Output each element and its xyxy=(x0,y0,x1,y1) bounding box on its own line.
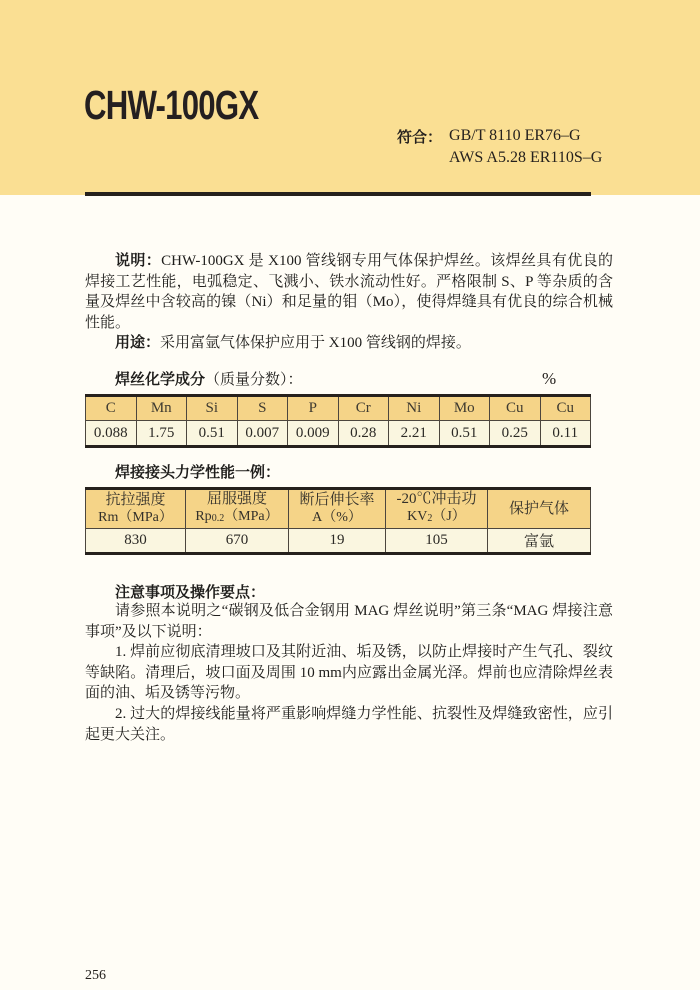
mech-value-cell: 19 xyxy=(289,529,386,554)
notes-title: 注意事项及操作要点： xyxy=(115,584,266,601)
description-text: CHW-100GX 是 X100 管线钢专用气体保护焊丝。该焊丝具有优良的焊接工艺性能，电弧稳定、飞溅小、铁水流动性好。严格限制 S、P 等杂质的含量及焊丝中含较高的镍（Ni）和足量的钼（Mo），使得焊缝具有优良的综合机械性能。 xyxy=(85,253,613,331)
usage-text: 采用富氩气体保护应用于 X100 管线钢的焊接。 xyxy=(160,335,471,352)
notes-paragraph: 请参照本说明之“碳钢及低合金钢用 MAG 焊丝说明”第三条“MAG 焊接注意事项”及以下说明： xyxy=(85,603,613,640)
chem-header-cell: Cu xyxy=(540,396,591,421)
standards-list xyxy=(449,125,602,169)
mech-header-cell xyxy=(289,489,386,529)
standard-line-aws: AWS A5.28 ER110S–G xyxy=(449,149,603,166)
standards-label: 符合： xyxy=(397,129,443,146)
chem-unit-label: % xyxy=(542,369,557,388)
mech-header-cell xyxy=(86,489,186,529)
description-paragraph xyxy=(85,251,613,333)
mech-section-title xyxy=(115,464,280,482)
notes-paragraph: 1. 焊前应彻底清理坡口及其附近油、垢及锈，以防止焊接时产生气孔、裂纹等缺陷。清理后，坡口面及周围 10 mm内应露出金属光泽。焊前也应清除焊丝表面的油、垢及锈等污物。 xyxy=(85,644,613,702)
chem-value-cell: 0.28 xyxy=(338,421,389,447)
chem-header-cell: Si xyxy=(187,396,238,421)
page-number: 256 xyxy=(85,968,106,983)
mech-header-en: $Rp_{0.2}(MPa)$ xyxy=(195,509,279,524)
mech-value-cell: 富氩 xyxy=(487,529,590,554)
standard-line-gbt: GB/T 8110 ER76–G xyxy=(449,127,581,144)
chem-value-cell: 1.75 xyxy=(136,421,187,447)
chem-value-cell: 0.007 xyxy=(237,421,288,447)
usage-paragraph xyxy=(85,333,613,354)
chem-value-cell: 0.11 xyxy=(540,421,591,447)
chem-title-bold: 焊丝化学成分 xyxy=(115,371,206,388)
notes-paragraph: 2. 过大的焊接线能量将严重影响焊缝力学性能、抗裂性及焊缝致密性，应引起更大关注。 xyxy=(85,705,613,743)
product-title: CHW-100GX xyxy=(84,82,259,128)
header-rule xyxy=(85,192,591,196)
mech-header-cn: 抗拉强度 xyxy=(105,492,166,508)
chem-value-cell: 0.51 xyxy=(187,421,238,447)
usage-label: 用途： xyxy=(115,334,161,352)
chem-header-cell: S xyxy=(237,396,288,421)
mech-value-row xyxy=(86,529,591,554)
chem-value-cell: 0.51 xyxy=(439,421,490,447)
chem-title-rest: （质量分数）： xyxy=(205,372,303,388)
mech-header-cn: 断后伸长率 xyxy=(299,492,375,508)
chem-value-cell: 0.009 xyxy=(288,421,339,447)
description-label: 说明： xyxy=(115,252,162,269)
mech-title-text: 焊接接头力学性能一例： xyxy=(115,464,281,481)
mech-header-cell xyxy=(487,489,590,529)
mech-header-en: A（%） xyxy=(312,510,362,525)
mech-value-cell: 830 xyxy=(86,529,186,554)
intro-section xyxy=(85,251,613,354)
mech-header-en: $KV_2(J)$ xyxy=(407,509,466,524)
mech-header-cell xyxy=(185,489,288,529)
mech-value-cell: 105 xyxy=(385,529,487,554)
chem-header-cell: Cr xyxy=(338,396,389,421)
notes-section xyxy=(85,601,613,745)
chem-header-cell: Mo xyxy=(439,396,490,421)
chem-table xyxy=(85,394,591,448)
mech-header-cn: 屈服强度 xyxy=(206,491,267,507)
chem-header-cell: Cu xyxy=(490,396,541,421)
mech-header-cn: -20℃冲击功 xyxy=(396,491,477,507)
standards-block xyxy=(397,125,602,169)
chem-header-cell: Ni xyxy=(389,396,440,421)
chem-value-cell: 0.088 xyxy=(86,421,137,447)
chem-value-cell: 0.25 xyxy=(490,421,541,447)
mech-header-en: Rm（MPa） xyxy=(98,510,173,525)
chem-value-cell: 2.21 xyxy=(389,421,440,447)
mech-header-row xyxy=(86,489,591,529)
chem-value-row xyxy=(86,421,591,447)
chem-header-row xyxy=(86,396,591,421)
mech-table xyxy=(85,487,591,555)
mech-value-cell: 670 xyxy=(185,529,288,554)
chem-section-title xyxy=(115,371,303,389)
mech-header-cn: 保护气体 xyxy=(508,501,569,517)
mech-header-cell xyxy=(385,489,487,529)
chem-header-cell: Mn xyxy=(136,396,187,421)
chem-header-cell: P xyxy=(288,396,339,421)
chem-header-cell: C xyxy=(86,396,137,421)
